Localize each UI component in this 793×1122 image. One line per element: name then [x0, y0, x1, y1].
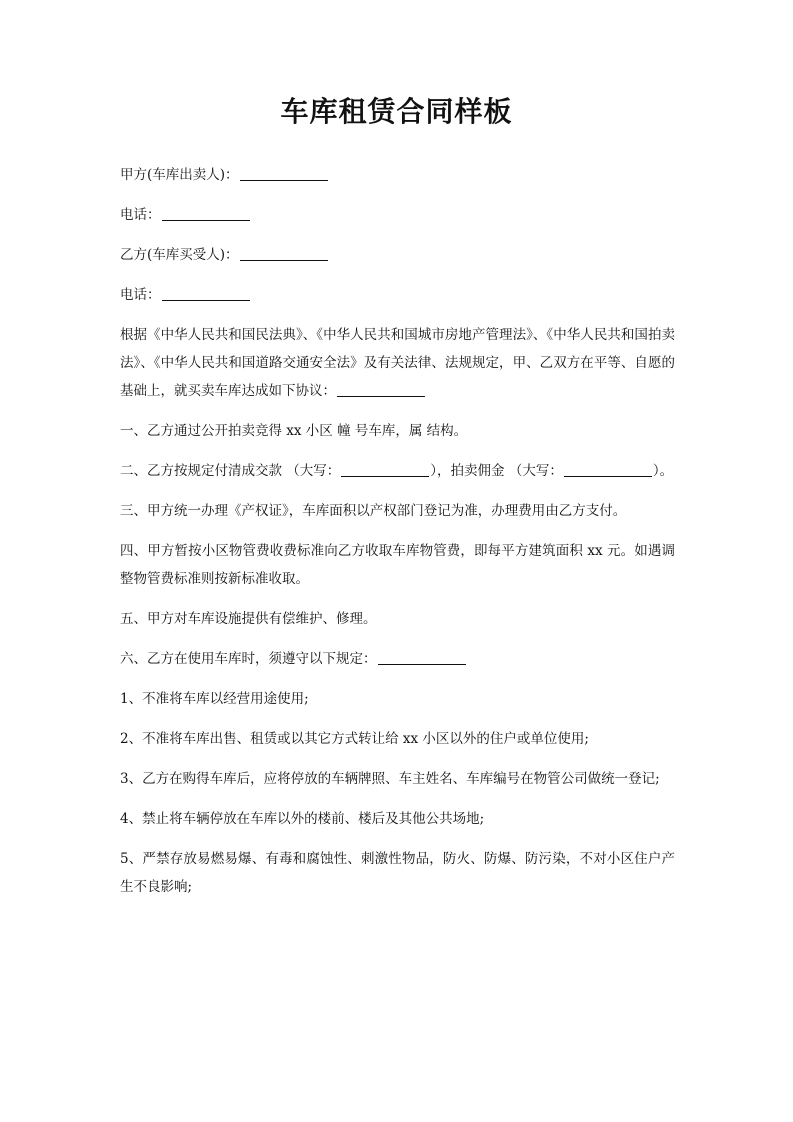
document-body — [120, 161, 675, 913]
party-b-label: 乙方(车库买受人)： — [120, 247, 239, 263]
clause-2-amount-blank — [341, 462, 429, 477]
clause-2-commission-blank — [564, 462, 652, 477]
clause-2-text-2: ），拍卖佣金 （大写： — [430, 463, 563, 479]
phone-b-line — [120, 281, 675, 309]
rule-5: 5、严禁存放易燃易爆、有毒和腐蚀性、刺激性物品，防火、防爆、防污染，不对小区住户产生不良影响; — [120, 851, 675, 895]
party-b-blank — [240, 246, 328, 261]
clause-6 — [120, 645, 675, 673]
preamble-paragraph — [120, 321, 675, 405]
clause-2 — [120, 457, 675, 485]
clause-6-text: 六、乙方在使用车库时，须遵守以下规定： — [120, 651, 377, 667]
clause-2-text-1: 二、乙方按规定付清成交款 （大写： — [120, 463, 341, 479]
clause-3: 三、甲方统一办理《产权证》，车库面积以产权部门登记为准，办理费用由乙方支付。 — [120, 503, 627, 519]
preamble-blank — [337, 382, 425, 397]
clause-4: 四、甲方暂按小区物管费收费标准向乙方收取车库物管费，即每平方建筑面积 xx 元。如遇调整物管费标准则按新标准收取。 — [120, 543, 675, 587]
rule-1: 1、不准将车库以经营用途使用; — [120, 691, 309, 707]
party-a-blank — [240, 166, 328, 181]
phone-a-blank — [162, 206, 250, 221]
rule-3: 3、乙方在购得车库后，应将停放的车辆牌照、车主姓名、车库编号在物管公司做统一登记; — [120, 771, 660, 787]
document-title: 车库租赁合同样板 — [280, 95, 513, 128]
phone-b-blank — [162, 286, 250, 301]
phone-a-label: 电话： — [120, 207, 161, 223]
phone-a-line — [120, 201, 675, 229]
clause-1: 一、乙方通过公开拍卖竞得 xx 小区 幢 号车库，属 结构。 — [120, 423, 468, 439]
party-a-line — [120, 161, 675, 189]
clause-2-text-3: ）。 — [652, 463, 674, 479]
preamble-text: 根据《中华人民共和国民法典》、《中华人民共和国城市房地产管理法》、《中华人民共和国拍卖法》、《中华人民共和国道路交通安全法》及有关法律、法规规定，甲、乙双方在平等、自愿的基础上，就买卖车库达成如下协议： — [120, 327, 675, 399]
clause-6-blank — [378, 650, 466, 665]
clause-5: 五、甲方对车库设施提供有偿维护、修理。 — [120, 611, 377, 627]
rule-4: 4、禁止将车辆停放在车库以外的楼前、楼后及其他公共场地; — [120, 811, 485, 827]
rule-2: 2、不准将车库出售、租赁或以其它方式转让给 xx 小区以外的住户或单位使用; — [120, 731, 589, 747]
party-b-line — [120, 241, 675, 269]
party-a-label: 甲方(车库出卖人)： — [120, 167, 239, 183]
phone-b-label: 电话： — [120, 287, 161, 303]
